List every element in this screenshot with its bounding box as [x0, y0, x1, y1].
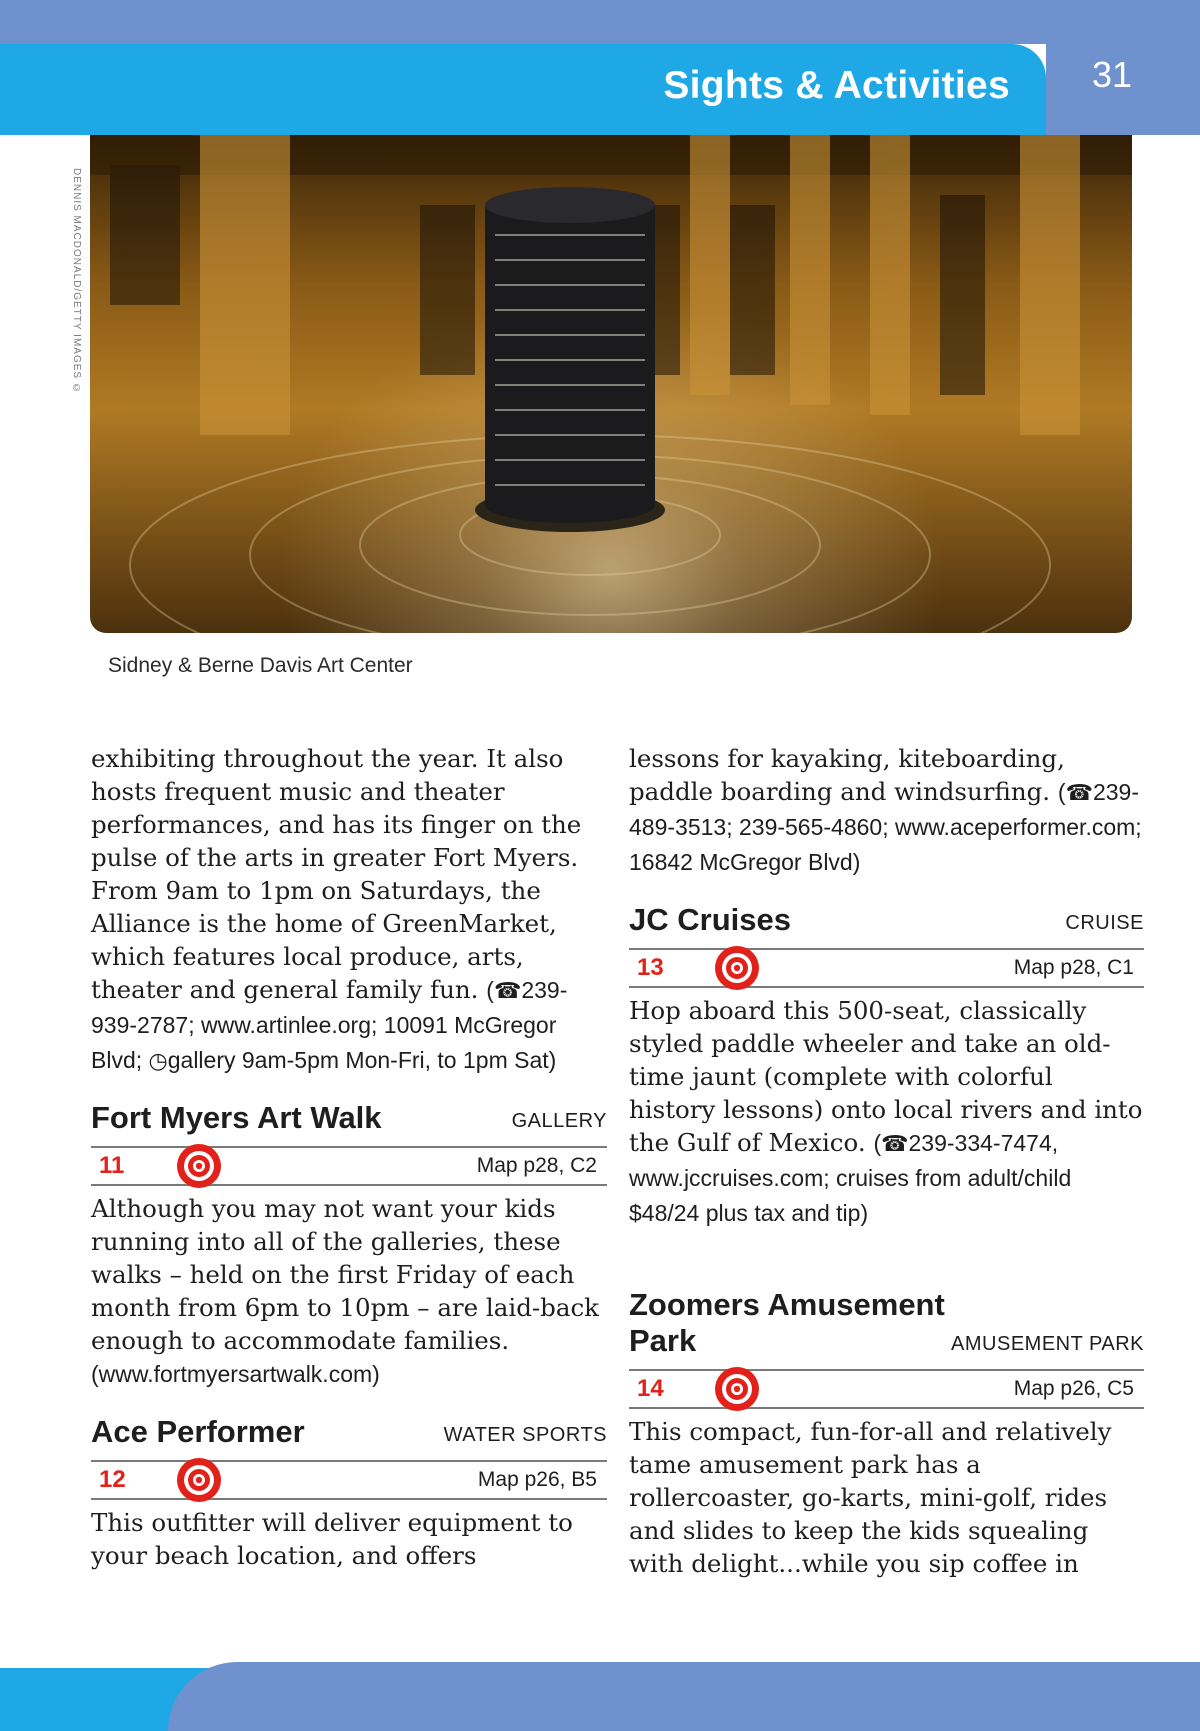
section-header — [0, 44, 1046, 135]
entry-meta — [629, 948, 1144, 988]
entry-number: 14 — [637, 1375, 664, 1402]
ace-info-open: ( — [1057, 779, 1066, 805]
entry-header — [91, 1100, 607, 1136]
jc-info-text[interactable]: 239-334-7474, www.jccruises.com; cruises from adult/child $48/24 plus tax and tip) — [629, 1130, 1072, 1226]
entry-description-text: Although you may not want your kids running into all of the galleries, these walks – held on the first Friday of each month from 6pm to 10pm – are laid-back enough to accommodate families. — [91, 1194, 600, 1355]
right-column — [629, 742, 1144, 1580]
entry-number: 13 — [637, 954, 664, 981]
intro-info-open: ( — [486, 977, 494, 1003]
footer-wave — [168, 1662, 1200, 1731]
entry-header — [629, 1287, 1144, 1359]
target-icon — [713, 944, 761, 992]
entry-meta — [91, 1460, 607, 1500]
jc-info-open: ( — [873, 1130, 882, 1156]
art-center-photo — [90, 135, 1132, 633]
phone-icon: ☎ — [1065, 780, 1093, 805]
entry-category: GALLERY — [511, 1110, 607, 1132]
entry-description: This compact, fun-for-all and relatively tame amusement park has a rollercoaster, go-karts, mini-golf, rides and slides to keep the kids squealing with delight...while you sip coffee in — [629, 1417, 1112, 1578]
entry-title: Ace Performer — [91, 1414, 305, 1449]
photo-caption: Sidney & Berne Davis Art Center — [108, 654, 413, 677]
phone-icon: ☎ — [881, 1131, 909, 1156]
entry-title-line1: Zoomers Amusement — [629, 1287, 945, 1322]
entry-category: AMUSEMENT PARK — [951, 1333, 1144, 1355]
photo-credit: DENNIS MACDONALD/GETTY IMAGES © — [71, 168, 82, 395]
entry-description-text: Hop aboard this 500-seat, classically styled paddle wheeler and take an old-time jaunt (complete with colorful history lessons) onto local rivers and into the Gulf of Mexico. — [629, 996, 1143, 1157]
entry-map-ref[interactable]: Map p28, C2 — [476, 1154, 597, 1177]
entry-title: Fort Myers Art Walk — [91, 1100, 382, 1135]
page-number: 31 — [1092, 54, 1133, 95]
entry-meta — [629, 1369, 1144, 1409]
entry-map-ref[interactable]: Map p26, C5 — [1013, 1377, 1134, 1400]
left-column — [91, 742, 607, 1572]
entry-number: 12 — [99, 1466, 126, 1493]
entry-number: 11 — [99, 1152, 125, 1179]
entry-ace-performer — [91, 1414, 607, 1572]
entry-header — [629, 902, 1144, 938]
ace-info-text[interactable]: 239-489-3513; 239-565-4860; www.aceperformer.com; 16842 McGregor Blvd) — [629, 779, 1142, 875]
intro-paragraph — [91, 742, 607, 1078]
target-icon — [713, 1365, 761, 1413]
art-center-illustration — [90, 135, 1132, 633]
entry-category: CRUISE — [1065, 912, 1144, 934]
entry-description — [629, 994, 1144, 1231]
entry-category: WATER SPORTS — [443, 1424, 607, 1446]
target-icon — [175, 1456, 223, 1504]
phone-icon: ☎ — [493, 978, 522, 1003]
entry-info[interactable]: (www.fortmyersartwalk.com) — [91, 1361, 380, 1387]
entry-description — [91, 1192, 607, 1392]
clock-icon: ◷ — [148, 1048, 168, 1073]
entry-description: This outfitter will deliver equipment to your beach location, and offers — [91, 1508, 573, 1570]
entry-header — [91, 1414, 607, 1450]
entry-title — [629, 1287, 945, 1359]
entry-map-ref[interactable]: Map p26, B5 — [477, 1468, 597, 1491]
entry-fort-myers-art-walk — [91, 1100, 607, 1392]
entry-title-line2: Park — [629, 1323, 697, 1358]
entry-title: JC Cruises — [629, 902, 791, 937]
entry-zoomers — [629, 1287, 1144, 1580]
intro-info-hours: gallery 9am-5pm Mon-Fri, to 1pm Sat) — [167, 1047, 557, 1073]
entry-jc-cruises — [629, 902, 1144, 1231]
ace-description-cont: lessons for kayaking, kiteboarding, paddle boarding and windsurfing. — [629, 744, 1065, 806]
top-band — [0, 0, 1200, 44]
target-icon — [175, 1142, 223, 1190]
section-title: Sights & Activities — [663, 64, 1010, 107]
entry-meta — [91, 1146, 607, 1186]
entry-map-ref[interactable]: Map p28, C1 — [1013, 956, 1134, 979]
intro-text: exhibiting throughout the year. It also hosts frequent music and theater performances, and has its finger on the pulse of the arts in greater Fort Myers. From 9am to 1pm on Saturdays, the Alliance is the home of GreenMarket, which features local produce, arts, theater and general family fun. — [91, 744, 582, 1004]
entry-description-continued — [629, 742, 1144, 880]
intro-info-phone: 239-939-2787; www.artinlee.org; 10091 McGregor Blvd; — [91, 977, 568, 1073]
